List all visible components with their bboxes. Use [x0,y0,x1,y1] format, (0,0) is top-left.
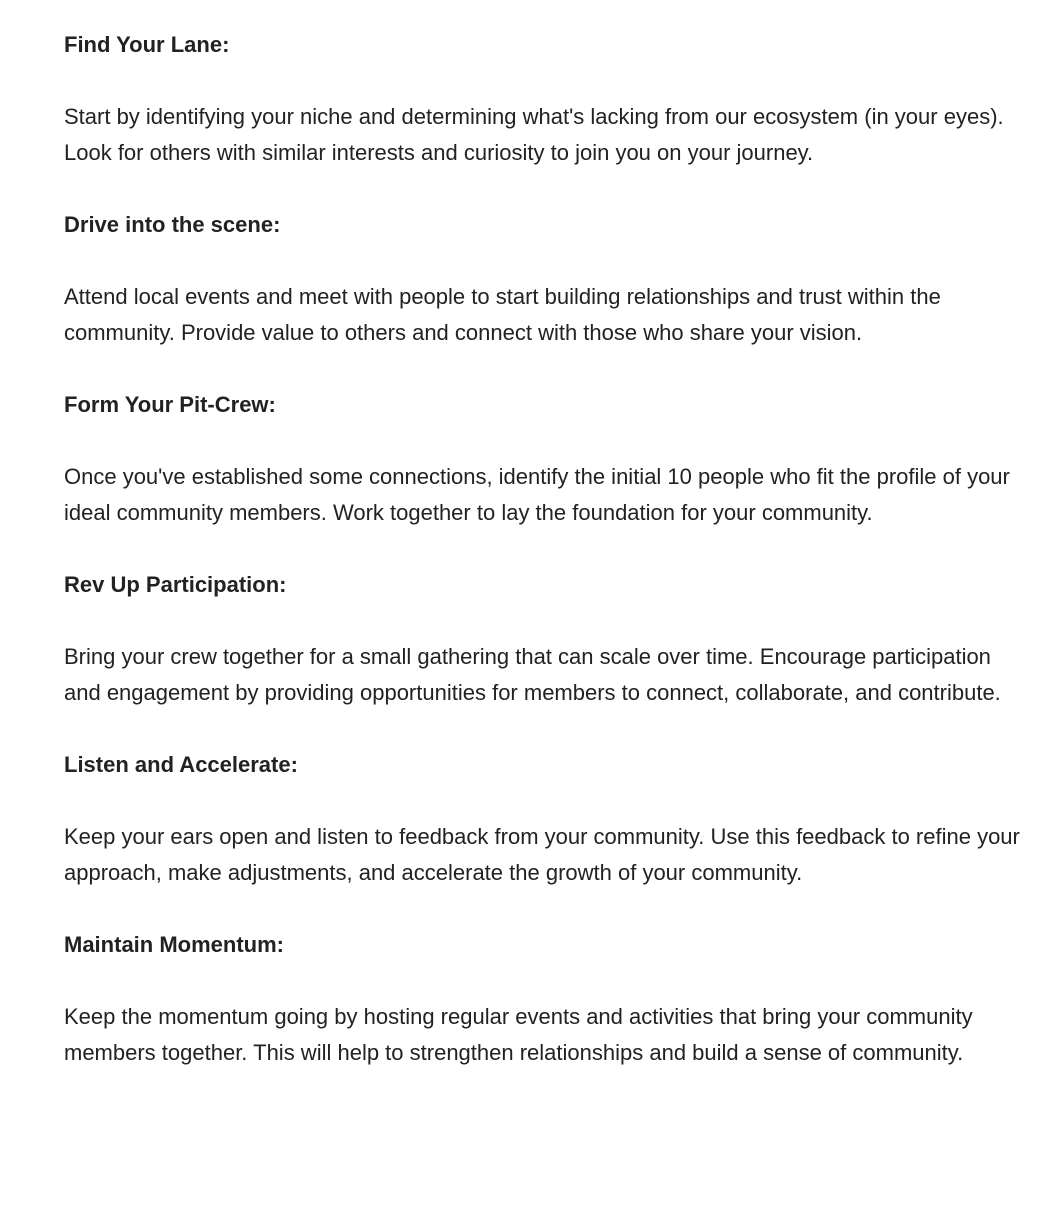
section-paragraph: Start by identifying your niche and determining what's lacking from our ecosystem (in your eyes). Look for others with similar interests and curiosity to join you on your journey. [64,104,1004,165]
section-paragraph: Bring your crew together for a small gathering that can scale over time. Encourage participation and engagement by providing opportunities for members to connect, collaborate, and contribute. [64,644,1001,705]
section-heading: Rev Up Participation: [64,572,287,597]
section-heading: Form Your Pit-Crew: [64,392,276,417]
section-paragraph: Attend local events and meet with people to start building relationships and trust within the community. Provide value to others and connect with those who share your vision. [64,284,941,345]
section-find-your-lane [64,27,1026,171]
section-paragraph: Keep your ears open and listen to feedback from your community. Use this feedback to refine your approach, make adjustments, and accelerate the growth of your community. [64,824,1020,885]
section-listen-and-accelerate [64,747,1026,891]
section-form-your-pit-crew [64,387,1026,531]
section-paragraph: Keep the momentum going by hosting regular events and activities that bring your community members together. This will help to strengthen relationships and build a sense of community. [64,1004,973,1065]
section-heading: Listen and Accelerate: [64,752,298,777]
section-maintain-momentum [64,927,1026,1071]
section-heading: Maintain Momentum: [64,932,284,957]
section-drive-into-the-scene [64,207,1026,351]
section-rev-up-participation [64,567,1026,711]
section-heading: Find Your Lane: [64,32,230,57]
section-heading: Drive into the scene: [64,212,281,237]
section-paragraph: Once you've established some connections, identify the initial 10 people who fit the profile of your ideal community members. Work together to lay the foundation for your community. [64,464,1010,525]
